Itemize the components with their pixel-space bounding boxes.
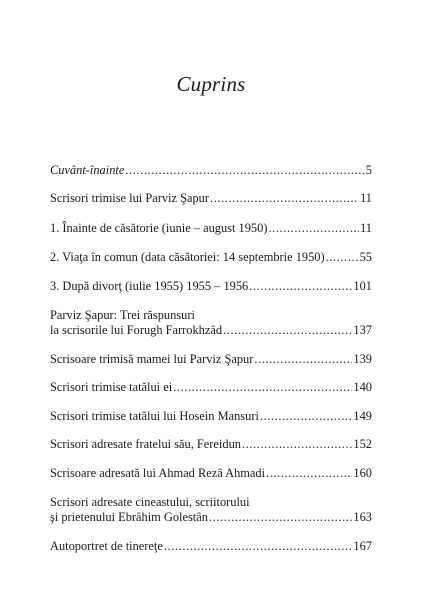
dot-leader xyxy=(266,466,352,481)
toc-page-number: 101 xyxy=(353,279,372,293)
toc-entry-label: Cuvânt-înainte xyxy=(50,163,125,177)
toc-entry xyxy=(50,250,372,265)
toc-page-number: 167 xyxy=(353,539,372,553)
toc-page-number: 11 xyxy=(360,191,372,205)
toc-entry-label: Scrisori trimise tatălui ei xyxy=(50,380,173,394)
toc-entry xyxy=(50,409,372,424)
dot-leader xyxy=(125,163,364,178)
dot-leader xyxy=(254,352,352,367)
dot-leader xyxy=(260,409,353,424)
toc-entry-label: Scrisori adresate fratelui său, Fereidun xyxy=(50,437,241,451)
toc-entry xyxy=(50,352,372,367)
page-title: Cuprins xyxy=(176,72,246,96)
toc-entry xyxy=(50,437,372,452)
dot-leader xyxy=(223,323,352,338)
toc-entry-label: la scrisorile lui Forugh Farrokhzâd xyxy=(50,323,223,337)
toc-entry-label: Scrisoare adresată lui Ahmad Rezâ Ahmadi xyxy=(50,466,266,480)
dot-leader xyxy=(242,437,352,452)
toc-entry xyxy=(50,466,372,481)
toc-entry xyxy=(50,163,372,178)
toc-entry xyxy=(50,495,372,525)
toc-entry xyxy=(50,279,372,294)
toc-page-number: 140 xyxy=(353,380,372,394)
toc-entry xyxy=(50,380,372,395)
dot-leader xyxy=(268,221,359,236)
dot-leader xyxy=(326,250,359,265)
dot-leader xyxy=(209,510,352,525)
toc-entry xyxy=(50,539,372,554)
toc-entry-label: 2. Viaţa în comun (data căsătoriei: 14 septembrie 1950) xyxy=(50,250,325,264)
toc-entry xyxy=(50,308,372,338)
toc-entry-label: 1. Înainte de căsătorie (iunie – august 1950) xyxy=(50,221,268,235)
toc-entry-first-line: Scrisori adresate cineastului, scriitorului xyxy=(50,495,250,509)
toc-page-number: 160 xyxy=(353,466,372,480)
table-of-contents xyxy=(50,163,372,554)
toc-page-number: 139 xyxy=(353,352,372,366)
toc-page-number: 137 xyxy=(353,323,372,337)
toc-page-number: 152 xyxy=(353,437,372,451)
toc-page-number: 11 xyxy=(360,221,372,235)
dot-leader xyxy=(210,191,359,206)
toc-entry-label: Scrisori trimise lui Parviz Şapur xyxy=(50,191,209,205)
toc-entry xyxy=(50,221,372,236)
toc-entry-label: Scrisori trimise tatălui lui Hosein Mansuri xyxy=(50,409,259,423)
dot-leader xyxy=(173,380,352,395)
toc-page-number: 5 xyxy=(365,163,372,177)
toc-entry-label: 3. După divorţ (iulie 1955) 1955 – 1956 xyxy=(50,279,249,293)
toc-entry-label: şi prietenului Ebrâhim Golestân xyxy=(50,510,208,524)
toc-entry-first-line: Parviz Şapur: Trei răspunsuri xyxy=(50,308,195,322)
toc-page-number: 149 xyxy=(353,409,372,423)
toc-entry xyxy=(50,191,372,206)
toc-entry-label: Autoportret de tinereţe xyxy=(50,539,163,553)
toc-entry-label: Scrisoare trimisă mamei lui Parviz Şapur xyxy=(50,352,254,366)
dot-leader xyxy=(249,279,352,294)
toc-page-number: 55 xyxy=(359,250,372,264)
toc-page-number: 163 xyxy=(353,510,372,524)
dot-leader xyxy=(164,539,353,554)
